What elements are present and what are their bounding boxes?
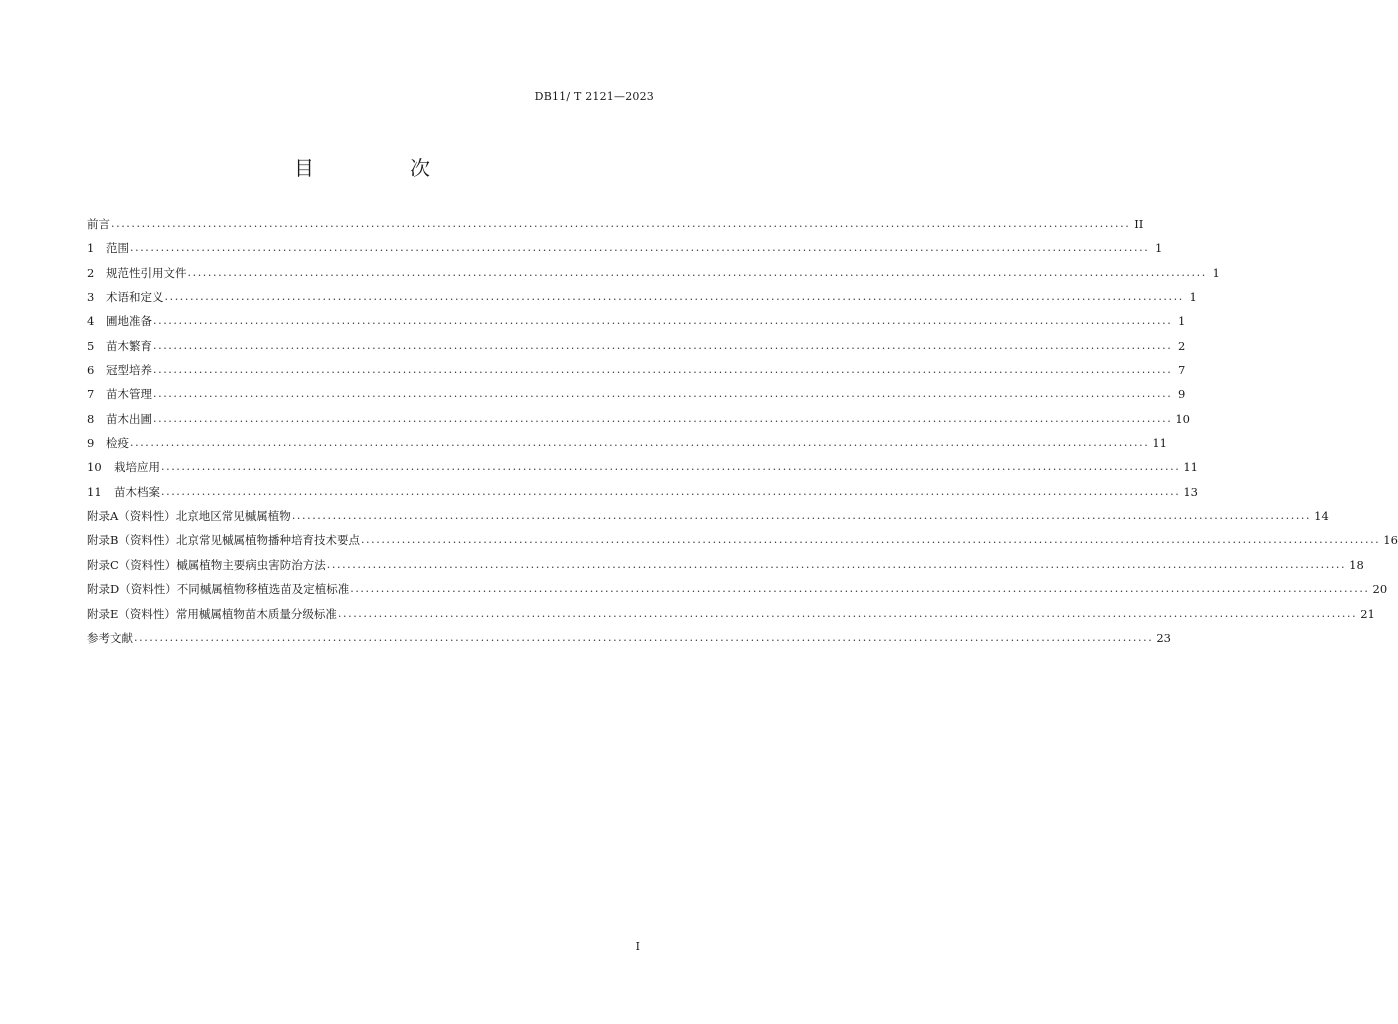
- toc-entry-page: 9: [1178, 387, 1186, 402]
- toc-entry-page: 23: [1156, 630, 1171, 645]
- toc-entry-label: 参考文献: [87, 630, 133, 645]
- toc-leader-dots: ........................................................................................................................................................................................................: [161, 484, 1181, 498]
- toc-entry-page: 7: [1178, 363, 1186, 378]
- toc-entry-page: 2: [1178, 338, 1186, 353]
- toc-entry-label: 附录C（资料性）槭属植物主要病虫害防治方法: [87, 557, 326, 572]
- toc-entry-number: 6: [87, 363, 95, 378]
- toc-entry[interactable]: [87, 581, 1388, 605]
- toc-leader-dots: ........................................................................................................................................................................................................: [134, 630, 1154, 644]
- toc-entry-page: 1: [1189, 290, 1197, 305]
- toc-leader-dots: ........................................................................................................................................................................................................: [164, 290, 1184, 304]
- toc-entry[interactable]: [87, 313, 1186, 337]
- toc-entry[interactable]: [87, 338, 1186, 362]
- toc-entry-label: 冠型培养: [106, 363, 152, 378]
- toc-leader-dots: ........................................................................................................................................................................................................: [153, 338, 1173, 352]
- toc-leader-dots: ........................................................................................................................................................................................................: [153, 411, 1173, 425]
- toc-entry-page: II: [1134, 217, 1144, 231]
- toc-leader-dots: ........................................................................................................................................................................................................: [153, 314, 1173, 328]
- toc-entry[interactable]: [87, 532, 1398, 556]
- toc-entry-label: 附录E（资料性）常用槭属植物苗木质量分级标准: [87, 606, 337, 621]
- toc-entry-page: 21: [1360, 606, 1375, 621]
- toc-entry-label: 附录A（资料性）北京地区常见槭属植物: [87, 509, 291, 524]
- toc-entry-number: 9: [87, 436, 95, 451]
- toc-leader-dots: ........................................................................................................................................................................................................: [111, 217, 1131, 230]
- toc-entry-label: 苗木出圃: [106, 411, 152, 426]
- toc-leader-dots: ........................................................................................................................................................................................................: [161, 460, 1181, 474]
- toc-entry-label: 术语和定义: [106, 290, 164, 305]
- toc-entry-number: 2: [87, 265, 95, 280]
- toc-leader-dots: ........................................................................................................................................................................................................: [360, 533, 1381, 547]
- toc-entry[interactable]: [87, 411, 1190, 435]
- toc-title: 目 次: [294, 156, 468, 180]
- toc-entry[interactable]: [87, 484, 1198, 508]
- toc-entry-label: 前言: [87, 217, 110, 231]
- toc-entry-page: 1: [1155, 241, 1163, 256]
- toc-entry[interactable]: [87, 459, 1198, 483]
- toc-entry-page: 16: [1383, 533, 1398, 548]
- doc-code: DB11/ T 2121—2023: [534, 90, 654, 103]
- toc-entry-number: 10: [87, 460, 102, 475]
- toc-entry-number: 3: [87, 290, 95, 305]
- toc-entry-label: 附录D（资料性）不同槭属植物移植选苗及定植标准: [87, 582, 350, 597]
- toc-entry-page: 1: [1178, 314, 1186, 329]
- toc-entry[interactable]: [87, 557, 1364, 581]
- toc-leader-dots: ........................................................................................................................................................................................................: [326, 557, 1347, 571]
- toc-leader-dots: ........................................................................................................................................................................................................: [153, 387, 1173, 401]
- toc-entry-label: 附录B（资料性）北京常见槭属植物播种培育技术要点: [87, 533, 360, 548]
- toc-entry-number: 8: [87, 411, 95, 426]
- toc-leader-dots: ........................................................................................................................................................................................................: [153, 363, 1173, 377]
- toc-entry[interactable]: [87, 240, 1163, 264]
- toc-entry-label: 苗木管理: [106, 387, 152, 402]
- toc-entry-number: 1: [87, 241, 95, 256]
- toc-entry[interactable]: [87, 265, 1220, 289]
- toc-entry-label: 栽培应用: [114, 460, 160, 475]
- toc-entry[interactable]: [87, 362, 1186, 386]
- toc-entry[interactable]: [87, 289, 1197, 313]
- toc-entry-number: 7: [87, 387, 95, 402]
- toc-entry-page: 10: [1175, 411, 1190, 426]
- toc-leader-dots: ........................................................................................................................................................................................................: [337, 606, 1358, 620]
- toc-leader-dots: ........................................................................................................................................................................................................: [130, 436, 1150, 450]
- toc-entry-page: 14: [1314, 509, 1329, 524]
- toc-entry-page: 1: [1212, 265, 1220, 280]
- toc-entry-label: 苗木档案: [114, 484, 160, 499]
- toc-leader-dots: ........................................................................................................................................................................................................: [130, 241, 1150, 255]
- toc-entry-number: 11: [87, 484, 102, 499]
- toc-entry-label: 苗木繁育: [106, 338, 152, 353]
- toc-entry[interactable]: [87, 508, 1329, 532]
- toc-entry-page: 11: [1152, 436, 1167, 451]
- toc-entry[interactable]: [87, 216, 1144, 240]
- table-of-contents: [87, 216, 1398, 654]
- toc-leader-dots: ........................................................................................................................................................................................................: [350, 582, 1370, 596]
- toc-entry-label: 范围: [106, 241, 129, 256]
- toc-entry[interactable]: [87, 606, 1375, 630]
- toc-entry-label: 检疫: [106, 436, 129, 451]
- toc-leader-dots: ........................................................................................................................................................................................................: [291, 509, 1312, 523]
- toc-entry[interactable]: [87, 630, 1171, 654]
- toc-entry-page: 11: [1183, 460, 1198, 475]
- toc-leader-dots: ........................................................................................................................................................................................................: [187, 265, 1207, 279]
- toc-entry-page: 20: [1372, 582, 1388, 597]
- toc-entry-label: 规范性引用文件: [106, 265, 187, 280]
- toc-entry-page: 18: [1349, 557, 1364, 572]
- toc-entry-number: 4: [87, 314, 95, 329]
- page-number: I: [635, 940, 640, 953]
- toc-entry-page: 13: [1183, 484, 1198, 499]
- toc-entry[interactable]: [87, 386, 1186, 410]
- toc-entry[interactable]: [87, 435, 1167, 459]
- toc-entry-label: 圃地准备: [106, 314, 152, 329]
- toc-entry-number: 5: [87, 338, 95, 353]
